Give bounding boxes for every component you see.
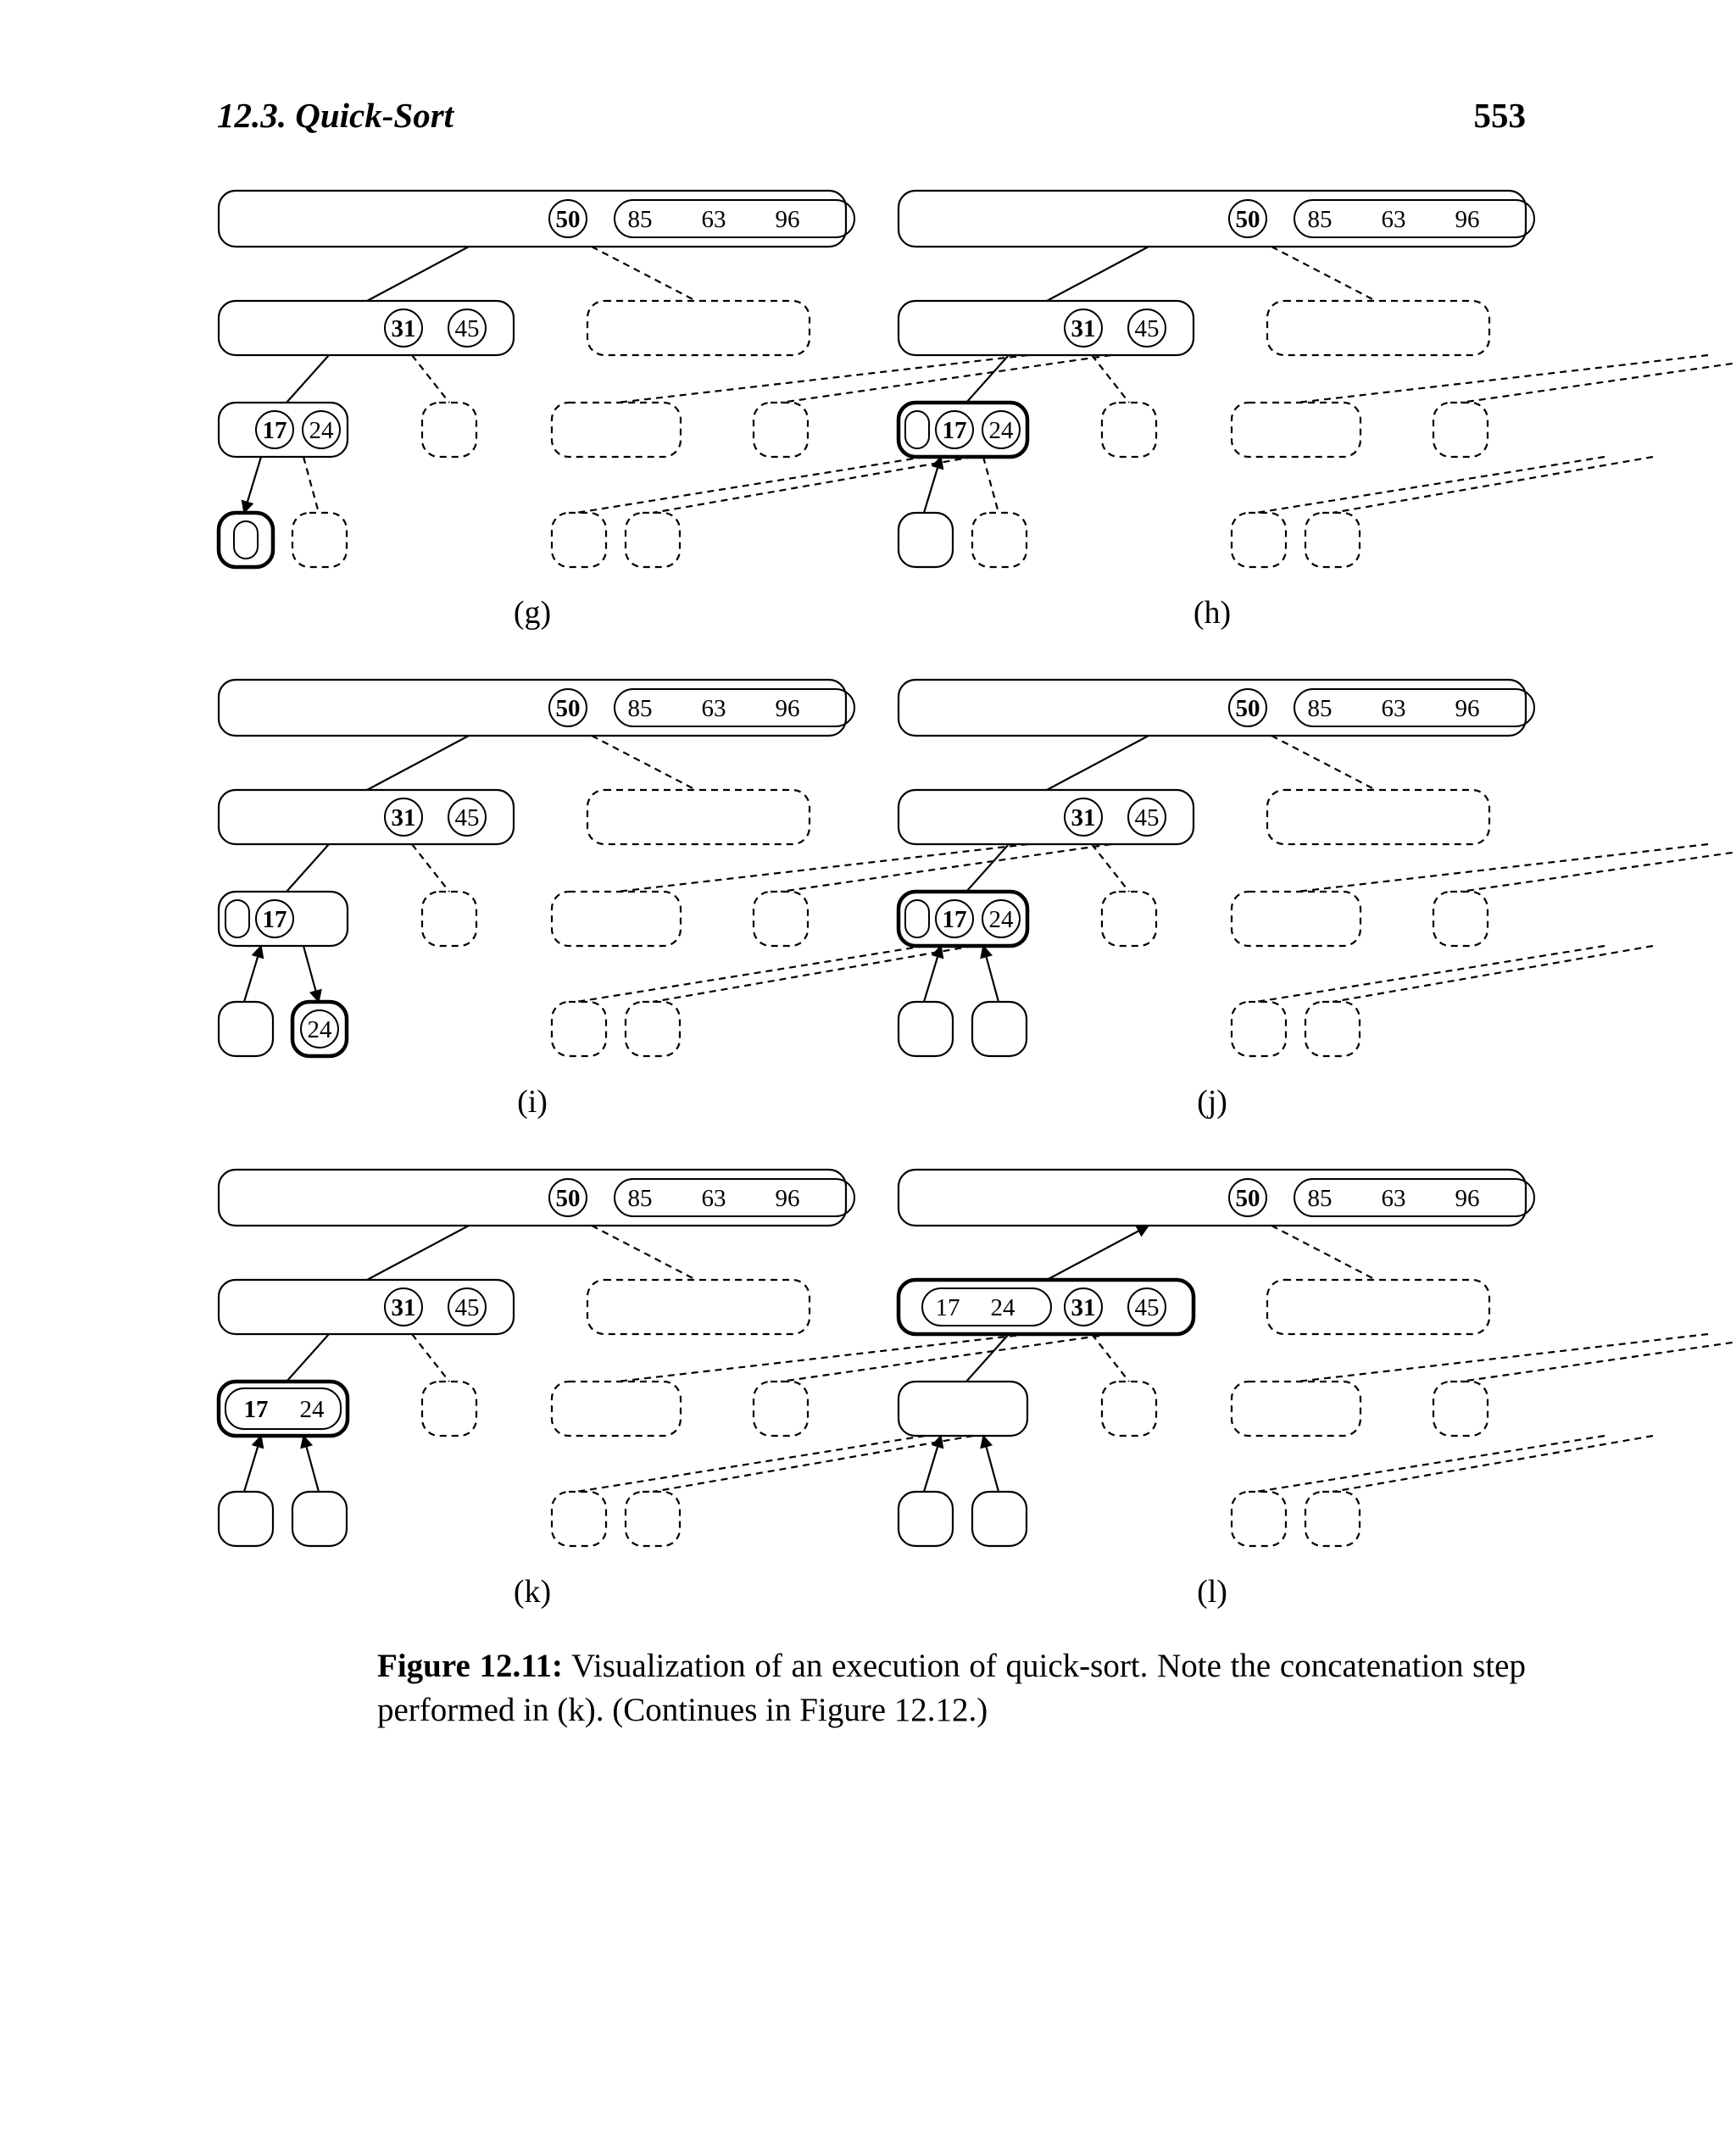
left-pivot-value: 31 [1071,804,1096,831]
edge-rl-rlr [1333,457,1653,513]
edge-ll-lll [244,1436,261,1492]
left-left-value: 17 [935,1294,960,1321]
root-right-value: 96 [775,1185,800,1212]
running-head: 12.3. Quick-Sort [217,96,454,135]
root-right-value: 96 [1455,695,1480,722]
node-rl [552,1382,681,1436]
node-rl [1232,1382,1360,1436]
left-right-value: 45 [454,315,480,342]
node-lll [219,1492,273,1546]
edge-left-ll [966,844,1009,892]
root-right-value: 63 [701,695,726,722]
edge-root-left [367,247,469,301]
panel-label: (i) [517,1084,548,1120]
node-rll [1232,1002,1286,1056]
node-rll [1232,513,1286,567]
figure-caption [377,1644,1526,1732]
node-root [219,680,846,736]
root-right-value: 63 [701,206,726,233]
edge-rl-rll [576,946,925,1002]
node-rlr [626,1492,680,1546]
root-pivot-value: 50 [1235,1185,1260,1212]
edge-ll-llr [983,946,999,1002]
node-lll [899,513,953,567]
root-pivot-value: 50 [555,1185,581,1212]
edge-rl-rlr [1333,1436,1653,1492]
edge-ll-lll [244,946,261,1002]
node-lr [422,403,476,457]
panel-label: (g) [513,595,552,631]
panel-label: (j) [1197,1084,1227,1120]
node-rl [1232,892,1360,946]
edge-ll-llr [303,457,319,513]
node-right [587,790,810,844]
node-root [899,1170,1526,1226]
ll-pivot-value: 17 [942,417,967,444]
edge-right-rr [781,1334,1111,1382]
root-right-value: 85 [1307,1185,1333,1212]
edge-right-rl [1297,355,1708,403]
edge-left-lr [412,844,449,892]
ll-merged-value: 24 [299,1396,325,1423]
edge-right-rr [781,844,1111,892]
node-rr [754,403,808,457]
node-lr [422,892,476,946]
edge-left-ll [287,1334,329,1382]
ll-empty-sequence [225,900,249,937]
edge-right-rl [1297,1334,1708,1382]
edge-right-rl [617,355,1028,403]
root-right-value: 96 [1455,206,1480,233]
edge-rl-rll [1256,946,1605,1002]
node-root [219,1170,846,1226]
node-root [219,191,846,247]
root-pivot-value: 50 [555,695,581,722]
left-right-value: 45 [454,1294,480,1321]
node-lr [1102,403,1156,457]
root-pivot-value: 50 [1235,206,1260,233]
node-root [899,680,1526,736]
node-rll [552,513,606,567]
node-llr [972,1002,1027,1056]
node-rl [1232,403,1360,457]
root-right-value: 85 [627,206,653,233]
edge-left-ll [966,1334,1009,1382]
edge-rl-rll [576,457,925,513]
left-right-value: 45 [1134,315,1160,342]
panel-i [219,680,1111,1120]
left-left-value: 24 [990,1294,1015,1321]
root-pivot-value: 50 [1235,695,1260,722]
node-right [1267,790,1489,844]
edge-left-ll [287,355,329,403]
panel-label: (k) [513,1574,552,1610]
edge-ll-llr [303,946,319,1002]
edge-root-right [592,736,696,790]
edge-root-left [367,736,469,790]
left-pivot-value: 31 [1071,315,1096,342]
page-number: 553 [1473,96,1526,135]
node-right [1267,301,1489,355]
left-pivot-value: 31 [391,804,416,831]
edge-right-rl [617,844,1028,892]
root-right-value: 63 [701,1185,726,1212]
root-right-value: 85 [627,1185,653,1212]
left-pivot-value: 31 [1071,1294,1096,1321]
edge-right-rl [617,1334,1028,1382]
node-ll [899,1382,1027,1436]
node-rlr [626,1002,680,1056]
edge-rl-rlr [1333,946,1653,1002]
node-llr [292,513,347,567]
node-rll [552,1492,606,1546]
edge-rl-rlr [653,1436,973,1492]
root-right-value: 85 [627,695,653,722]
node-llr [292,1492,347,1546]
edge-ll-lll [924,946,941,1002]
edge-root-left [367,1226,469,1280]
panel-label: (h) [1193,595,1232,631]
ll-pivot-value: 17 [942,906,967,933]
node-rr [1433,892,1488,946]
node-lll [219,1002,273,1056]
edge-rl-rll [1256,1436,1605,1492]
root-right-value: 85 [1307,206,1333,233]
node-rr [754,892,808,946]
root-right-value: 96 [775,206,800,233]
panel-label: (l) [1197,1574,1227,1610]
edge-ll-lll [924,1436,941,1492]
node-rlr [1305,1492,1360,1546]
edge-left-lr [412,355,449,403]
edge-left-ll [966,355,1009,403]
left-right-value: 45 [1134,804,1160,831]
edge-ll-llr [983,1436,999,1492]
edge-root-right [1271,736,1376,790]
node-rll [1232,1492,1286,1546]
ll-pivot-value: 17 [262,417,287,444]
lll-empty-sequence [234,521,258,559]
root-right-value: 63 [1381,206,1406,233]
ll-pivot-value: 17 [262,906,287,933]
node-rlr [1305,1002,1360,1056]
node-rll [552,1002,606,1056]
ll-empty-sequence [905,411,929,448]
edge-ll-llr [983,457,999,513]
edge-root-right [1271,1226,1376,1280]
root-pivot-value: 50 [555,206,581,233]
llr-value-value: 24 [307,1016,332,1043]
edge-root-left [1047,736,1149,790]
edge-root-right [592,247,696,301]
left-right-value: 45 [1134,1294,1160,1321]
left-pivot-value: 31 [391,1294,416,1321]
node-lll [899,1492,953,1546]
root-right-value: 63 [1381,695,1406,722]
edge-root-left [1047,1226,1149,1280]
root-right-value: 96 [1455,1185,1480,1212]
node-rr [1433,1382,1488,1436]
node-rr [1433,403,1488,457]
left-pivot-value: 31 [391,315,416,342]
node-right [587,1280,810,1334]
ll-right-value: 24 [988,417,1014,444]
node-right [1267,1280,1489,1334]
node-llr [972,513,1027,567]
node-llr [972,1492,1027,1546]
ll-right-value: 24 [309,417,334,444]
root-right-value: 96 [775,695,800,722]
node-rl [552,892,681,946]
caption-text: Visualization of an execution of quick-sort. Note the concatenation step performed in (k). (Continues in Figure 12.12.) [377,1648,1526,1728]
ll-right-value: 24 [988,906,1014,933]
node-right [587,301,810,355]
node-lr [422,1382,476,1436]
edge-rl-rll [1256,457,1605,513]
node-root [899,191,1526,247]
panel-j [899,680,1736,1120]
panel-g [219,191,1111,631]
edge-root-right [592,1226,696,1280]
node-lr [1102,892,1156,946]
ll-empty-sequence [905,900,929,937]
node-lll [899,1002,953,1056]
edge-rl-rlr [653,457,973,513]
caption-label: Figure 12.11: [377,1648,564,1684]
edge-ll-llr [303,1436,319,1492]
panel-l [899,1170,1736,1610]
edge-left-lr [1092,844,1129,892]
node-lr [1102,1382,1156,1436]
ll-merged-value: 17 [243,1396,269,1423]
root-right-value: 63 [1381,1185,1406,1212]
edge-left-lr [1092,355,1129,403]
edge-right-rl [1297,844,1708,892]
edge-rl-rll [576,1436,925,1492]
edge-root-left [1047,247,1149,301]
left-right-value: 45 [454,804,480,831]
node-rlr [1305,513,1360,567]
edge-left-lr [412,1334,449,1382]
edge-rl-rlr [653,946,973,1002]
edge-root-right [1271,247,1376,301]
panel-h [899,191,1736,631]
edge-right-rr [781,355,1111,403]
edge-ll-lll [244,457,261,513]
node-rr [754,1382,808,1436]
node-rl [552,403,681,457]
edge-left-ll [287,844,329,892]
panel-k [219,1170,1111,1610]
node-rlr [626,513,680,567]
edge-left-lr [1092,1334,1129,1382]
root-right-value: 85 [1307,695,1333,722]
edge-ll-lll [924,457,941,513]
